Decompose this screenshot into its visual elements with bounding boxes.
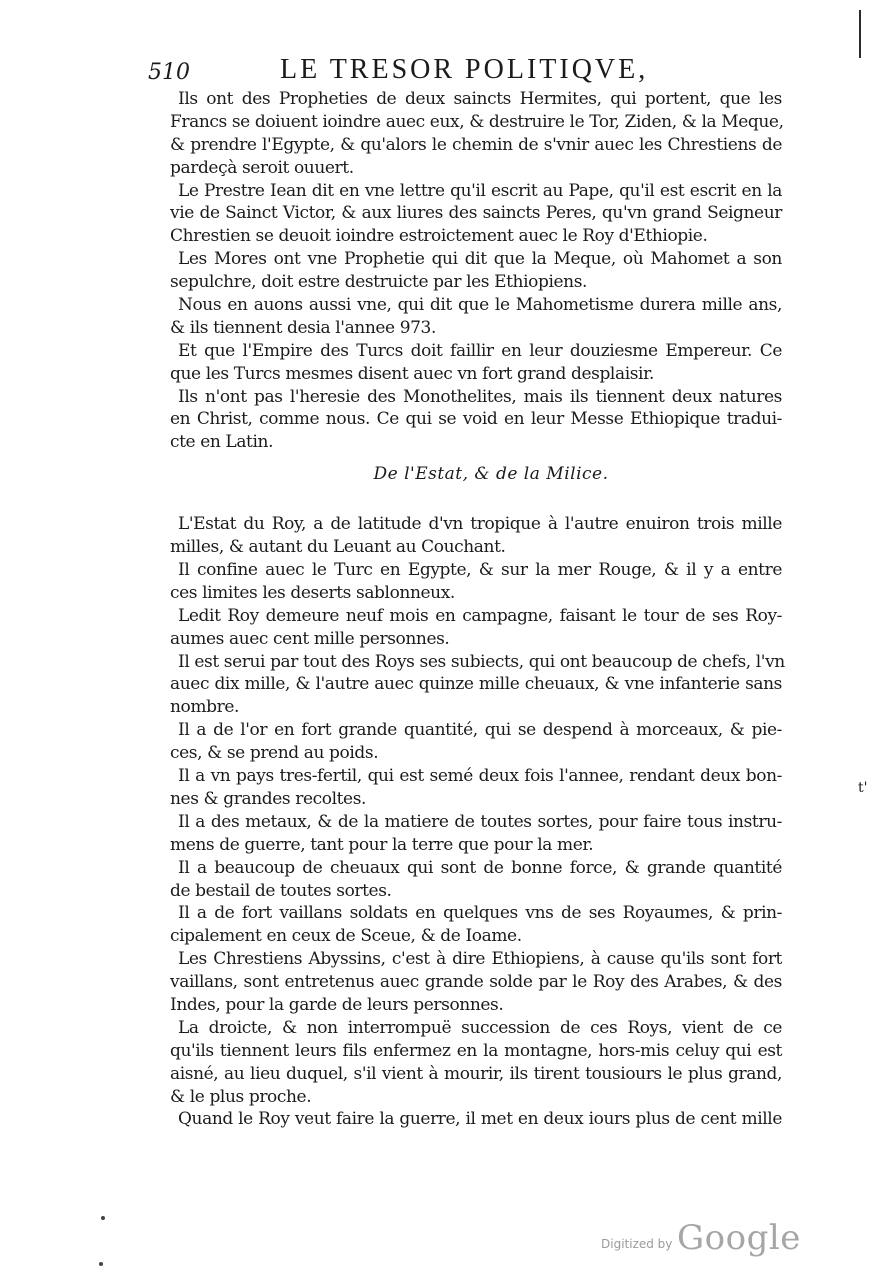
page-edge-rule xyxy=(859,10,861,58)
text-line: vie de Sainct Victor, & aux liures des saincts Peres, qu'vn grand Seigneur xyxy=(170,203,782,224)
text-line: & ils tiennent desia l'annee 973. xyxy=(170,317,436,338)
text-line: Quand le Roy veut faire la guerre, il met en deux iours plus de cent mille xyxy=(178,1109,782,1130)
text-line: Et que l'Empire des Turcs doit faillir en leur douziesme Empereur. Ce xyxy=(178,340,782,361)
text-line: L'Estat du Roy, a de latitude d'vn tropique à l'autre enuiron trois mille xyxy=(178,514,782,535)
text-line: de bestail de toutes sortes. xyxy=(170,880,392,901)
watermark-prefix: Digitized by xyxy=(601,1237,673,1251)
text-line: Nous en auons aussi vne, qui dit que le Mahometisme durera mille ans, xyxy=(178,295,782,316)
body-text xyxy=(170,88,785,1131)
text-line: Francs se doiuent ioindre auec eux, & destruire le Tor, Ziden, & la Meque, xyxy=(170,111,784,132)
text-line: ces limites les deserts sablonneux. xyxy=(170,582,455,603)
text-line: auec dix mille, & l'autre auec quinze mille cheuaux, & vne infanterie sans xyxy=(170,674,782,695)
text-line: Les Mores ont vne Prophetie qui dit que la Meque, où Mahomet a son xyxy=(178,249,782,270)
text-line: Indes, pour la garde de leurs personnes. xyxy=(170,994,504,1015)
text-line: cte en Latin. xyxy=(170,432,274,453)
text-line: La droicte, & non interrompuë succession de ces Roys, vient de ce xyxy=(178,1017,782,1038)
text-line: Ils n'ont pas l'heresie des Monothelites, mais ils tiennent deux natures xyxy=(178,386,782,407)
text-line: pardeçà seroit ouuert. xyxy=(170,157,354,178)
ink-speck xyxy=(99,1262,103,1266)
text-line: Chrestien se deuoit ioindre estroictement auec le Roy d'Ethiopie. xyxy=(170,226,708,247)
section-heading: De l'Estat, & de la Milice. xyxy=(373,464,609,485)
text-line: nombre. xyxy=(170,697,239,718)
text-line: Il a des metaux, & de la matiere de toutes sortes, pour faire tous instru- xyxy=(178,811,782,832)
digitization-watermark xyxy=(601,1218,801,1258)
text-line: que les Turcs mesmes disent auec vn fort grand desplaisir. xyxy=(170,363,654,384)
text-line: Les Chrestiens Abyssins, c'est à dire Ethiopiens, à cause qu'ils sont fort xyxy=(178,949,782,970)
text-line: & le plus proche. xyxy=(170,1086,312,1107)
text-line: Il a beaucoup de cheuaux qui sont de bonne force, & grande quantité xyxy=(178,857,782,878)
text-line: sepulchre, doit estre destruicte par les Ethiopiens. xyxy=(170,272,588,293)
text-line: nes & grandes recoltes. xyxy=(170,788,367,809)
page-number: 510 xyxy=(148,60,190,85)
text-line: Il confine auec le Turc en Egypte, & sur la mer Rouge, & il y a entre xyxy=(178,560,782,581)
text-line: Il a de fort vaillans soldats en quelques vns de ses Royaumes, & prin- xyxy=(178,903,782,924)
text-line: Le Prestre Iean dit en vne lettre qu'il escrit au Pape, qu'il est escrit en la xyxy=(178,180,782,201)
margin-mark: t' xyxy=(858,780,868,796)
text-line: ces, & se prend au poids. xyxy=(170,743,379,764)
text-line: en Christ, comme nous. Ce qui se void en leur Messe Ethiopique tradui- xyxy=(170,409,782,430)
text-line: vaillans, sont entretenus auec grande solde par le Roy des Arabes, & des xyxy=(170,972,782,993)
text-line: aumes auec cent mille personnes. xyxy=(170,628,450,649)
google-logo: Google xyxy=(677,1218,801,1258)
text-line: Ledit Roy demeure neuf mois en campagne, faisant le tour de ses Roy- xyxy=(178,605,782,626)
text-line: & prendre l'Egypte, & qu'alors le chemin de s'vnir auec les Chrestiens de xyxy=(170,134,782,155)
text-line: Il a de l'or en fort grande quantité, qui se despend à morceaux, & pie- xyxy=(178,720,782,741)
text-line: Il a vn pays tres-fertil, qui est semé deux fois l'annee, rendant deux bon- xyxy=(178,766,782,787)
text-line: cipalement en ceux de Sceue, & de Ioame. xyxy=(170,926,522,947)
text-line: qu'ils tiennent leurs fils enfermez en la montagne, hors-mis celuy qui est xyxy=(170,1040,782,1061)
text-line: aisné, au lieu duquel, s'il vient à mourir, ils tirent tousiours le plus grand, xyxy=(170,1063,782,1084)
running-title: LE TRESOR POLITIQVE, xyxy=(280,54,649,85)
text-line: Ils ont des Propheties de deux saincts Hermites, qui portent, que les xyxy=(178,89,782,109)
text-line: milles, & autant du Leuant au Couchant. xyxy=(170,537,506,558)
text-line: mens de guerre, tant pour la terre que pour la mer. xyxy=(170,834,594,855)
ink-speck xyxy=(101,1216,105,1220)
heading-spacer xyxy=(170,494,782,513)
text-line: Il est serui par tout des Roys ses subiects, qui ont beaucoup de chefs, l'vn xyxy=(178,651,785,672)
running-head xyxy=(148,54,768,88)
